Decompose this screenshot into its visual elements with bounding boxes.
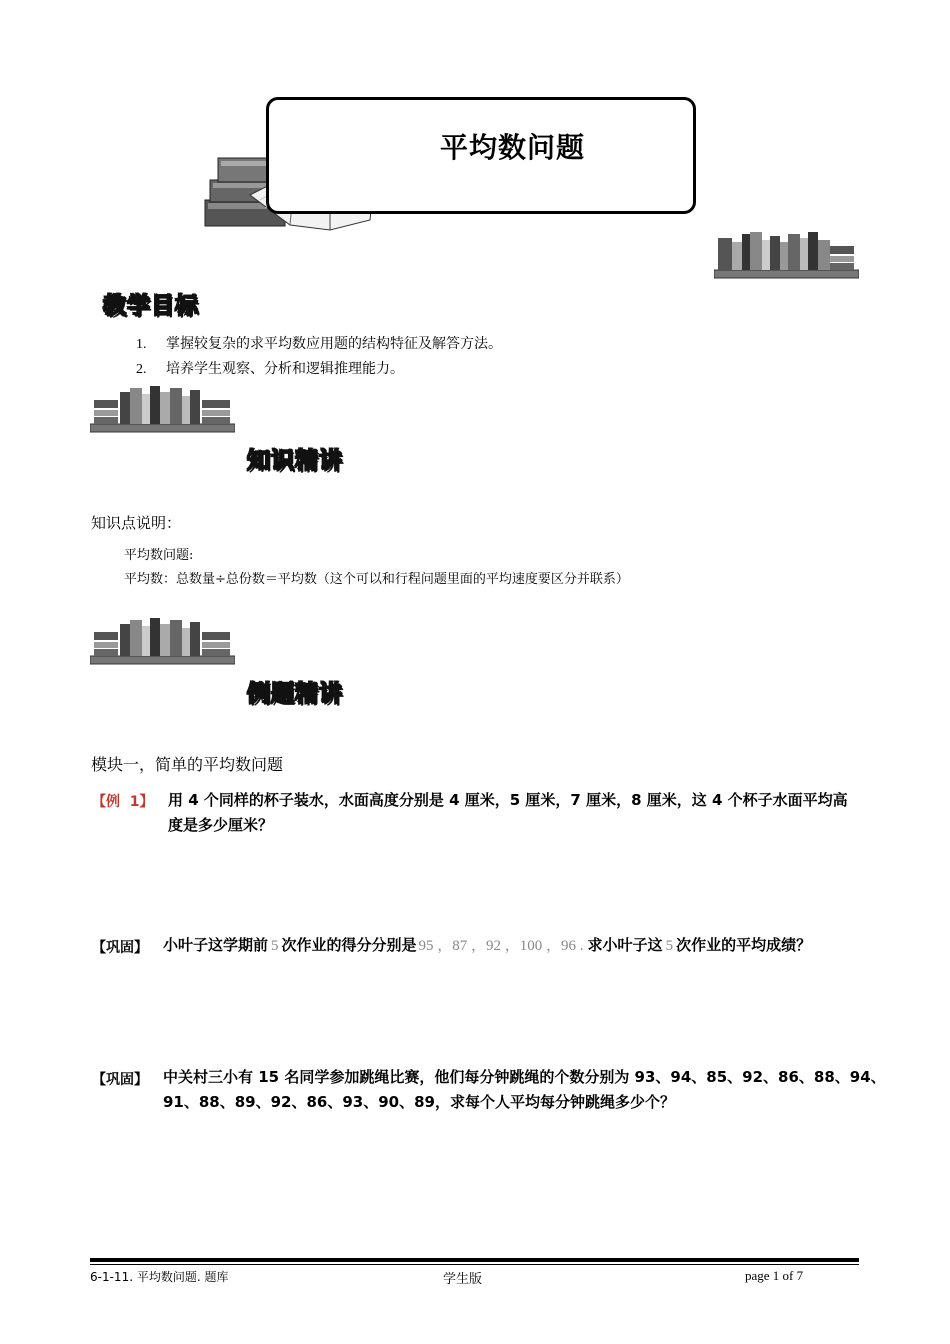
- knowledge-heading: 知识精讲: [247, 448, 343, 474]
- objectives-heading: 教学目标: [103, 293, 199, 319]
- practice-1-scores: 95 ，87 ，92 ，100 ，96 .: [418, 938, 584, 954]
- objective-number: 1.: [136, 337, 147, 352]
- example-tag: 【例 1】: [92, 794, 154, 810]
- bookshelf-icon: [90, 382, 235, 434]
- examples-heading: 例题精讲: [247, 681, 343, 707]
- practice-1-part-c: 求小叶子这: [587, 936, 663, 954]
- objective-text: 掌握较复杂的求平均数应用题的结构特征及解答方法。: [166, 336, 502, 352]
- footer-page-number: page 1 of 7: [745, 1268, 804, 1283]
- knowledge-line-1: 平均数问题:: [124, 548, 194, 563]
- objective-number: 2.: [136, 362, 147, 377]
- footer-left: 6-1-11. 平均数问题. 题库: [90, 1270, 229, 1284]
- footer-center: 学生版: [443, 1272, 483, 1287]
- objective-item-1: [136, 333, 502, 353]
- bookshelf-icon: [714, 228, 859, 280]
- practice-tag: 【巩固】: [92, 1072, 148, 1088]
- module-title: 模块一，简单的平均数问题: [91, 755, 284, 774]
- practice-tag: 【巩固】: [92, 940, 148, 956]
- example-1-line-2: 度是多少厘米？: [168, 816, 274, 834]
- practice-2-line-2: 91、88、89、92、86、93、90、89，求每个人平均每分钟跳绳多少个？: [163, 1093, 675, 1111]
- practice-1-part-a: 小叶子这学期前: [163, 936, 269, 954]
- practice-1-part-b: 次作业的得分分别是: [281, 936, 417, 954]
- practice-1-count: 5: [271, 938, 279, 954]
- example-1-line-1: 用 4 个同样的杯子装水，水面高度分别是 4 厘米，5 厘米，7 厘米，8 厘米，这 4 个杯子水面平均高: [168, 791, 848, 809]
- objective-item-2: [136, 358, 404, 378]
- footer-rule: [90, 1258, 859, 1262]
- page-title: 平均数问题: [440, 131, 586, 164]
- knowledge-line-2: 平均数：总数量÷总份数＝平均数（这个可以和行程问题里面的平均速度要区分并联系）: [124, 572, 629, 587]
- practice-2-line-1: 中关村三小有 15 名同学参加跳绳比赛，他们每分钟跳绳的个数分别为 93、94、85、92、86、88、94、: [163, 1068, 886, 1086]
- objective-text: 培养学生观察、分析和逻辑推理能力。: [166, 361, 404, 377]
- knowledge-label: 知识点说明：: [91, 514, 182, 532]
- footer-rule-thin: [90, 1264, 859, 1265]
- bookshelf-icon: [90, 614, 235, 666]
- practice-1-part-d: 次作业的平均成绩？: [676, 936, 812, 954]
- practice-1-count-2: 5: [665, 938, 674, 954]
- practice-1-text: [163, 933, 811, 959]
